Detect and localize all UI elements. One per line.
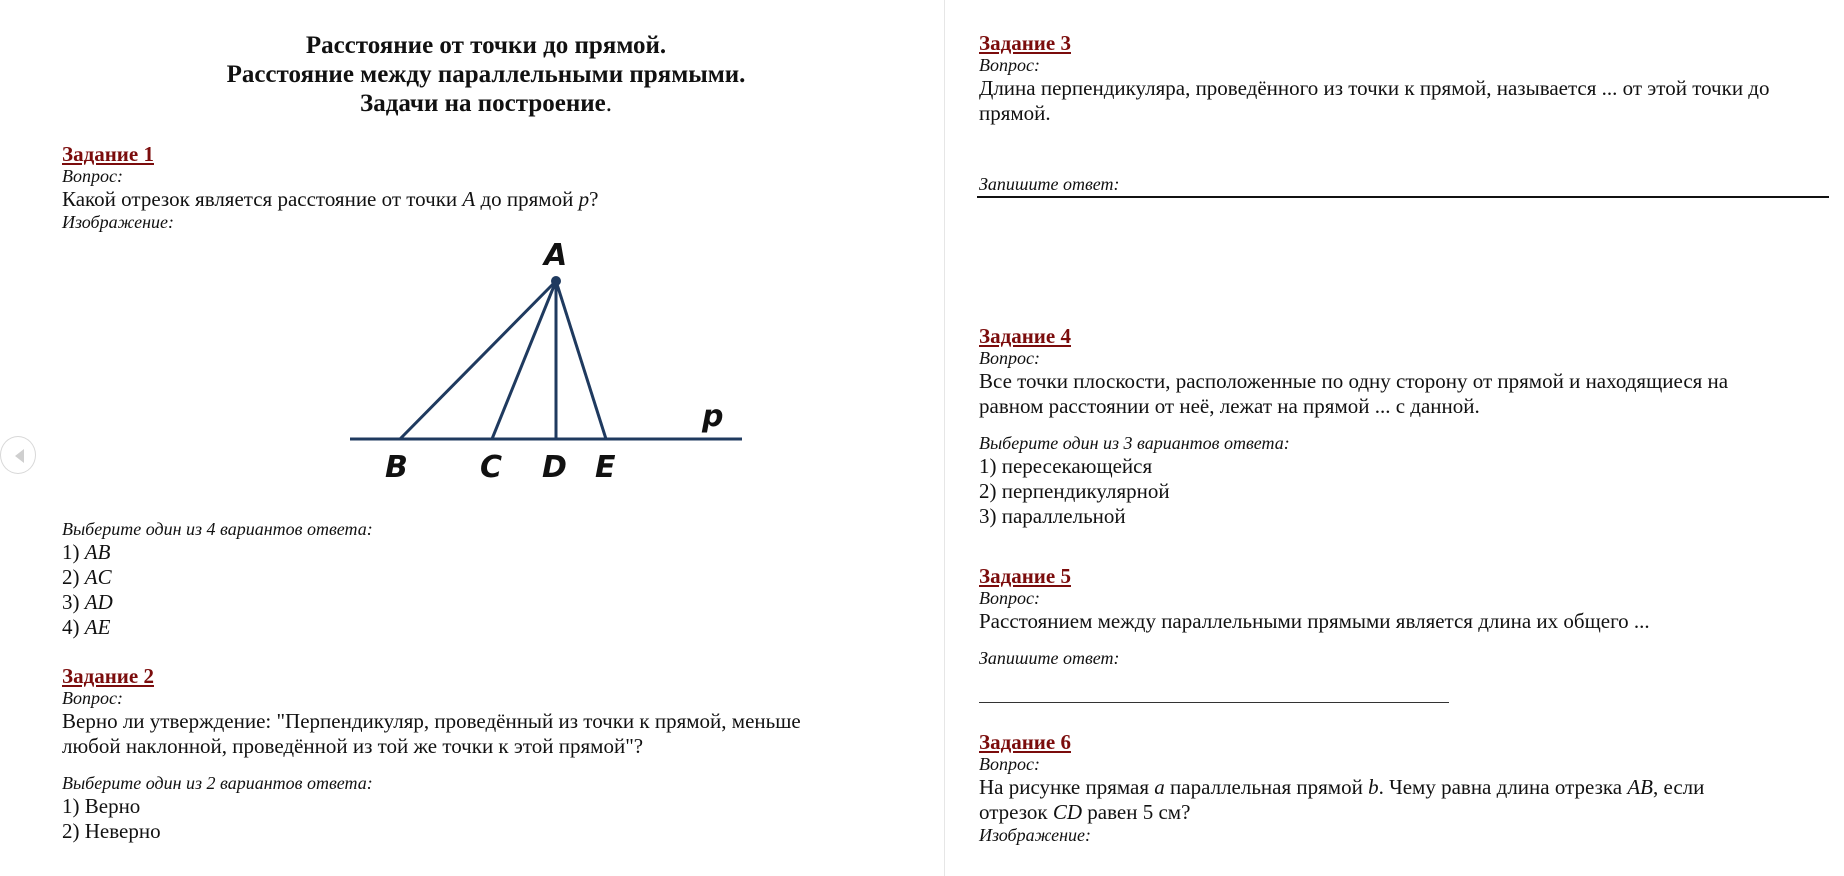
task-6-q-part2: параллельная прямой — [1164, 775, 1369, 799]
task-6-q-part3: . Чему равна длина отрезка — [1378, 775, 1628, 799]
task-1-question — [62, 187, 598, 212]
task-1-q-line: p — [578, 187, 590, 211]
option-number: 3) — [62, 590, 85, 614]
task-2-question-line-2: любой наклонной, проведённой из той же точки к этой прямой"? — [62, 734, 644, 758]
task-6-heading[interactable]: Задание 6 — [979, 730, 1071, 754]
task-1-option-3[interactable] — [62, 590, 373, 615]
title-line-3 — [62, 89, 910, 118]
task-1-answers — [62, 519, 373, 640]
option-number: 4) — [62, 615, 85, 639]
task-3-question-label: Вопрос: — [979, 55, 1040, 75]
task-4-option-2[interactable]: 2) перпендикулярной — [979, 479, 1170, 503]
option-value: AB — [84, 540, 111, 564]
task-2-question-label: Вопрос: — [62, 688, 123, 708]
label-d: D — [542, 450, 567, 485]
task-6-q-part1: На рисунке прямая — [979, 775, 1155, 799]
option-value: AD — [84, 590, 113, 614]
segment-ae — [556, 281, 606, 439]
task-4-heading[interactable]: Задание 4 — [979, 324, 1071, 348]
task-6-question-label: Вопрос: — [979, 754, 1040, 774]
task-1-image-label: Изображение: — [62, 212, 175, 232]
task-5-question-label: Вопрос: — [979, 588, 1040, 608]
task-5-heading[interactable]: Задание 5 — [979, 564, 1071, 588]
task-5-answer-field[interactable] — [979, 702, 1449, 703]
task-3-answer — [979, 174, 1120, 195]
task-4-option-1[interactable]: 1) пересекающейся — [979, 454, 1153, 478]
task-6-q-line2-part1: отрезок — [979, 800, 1053, 824]
task-2 — [62, 664, 801, 844]
prev-page-button[interactable] — [0, 436, 36, 474]
title-line-3-dot: . — [605, 90, 612, 117]
task-6-q-cd: CD — [1052, 800, 1083, 824]
option-value: AC — [84, 565, 112, 589]
task-4-choose-label: Выберите один из 3 вариантов ответа: — [979, 433, 1290, 453]
task-3-question-line-2: прямой. — [979, 101, 1051, 125]
task-2-heading[interactable]: Задание 2 — [62, 664, 154, 688]
task-4-question-line-1: Все точки плоскости, расположенные по одну сторону от прямой и находящиеся на — [979, 369, 1729, 393]
task-3-answer-field[interactable] — [977, 196, 1829, 198]
title-line-1: Расстояние от точки до прямой. — [305, 32, 667, 59]
task-1-heading[interactable]: Задание 1 — [62, 142, 154, 166]
option-value: AE — [84, 615, 111, 639]
task-1 — [62, 142, 598, 233]
task-6 — [979, 730, 1704, 846]
task-1-q-suffix: ? — [589, 187, 599, 211]
task-2-choose-label: Выберите один из 2 вариантов ответа: — [62, 773, 373, 793]
task-5 — [979, 564, 1650, 669]
task-4 — [979, 324, 1728, 529]
task-6-q-part4: , если — [1652, 775, 1705, 799]
task-1-figure — [272, 230, 752, 492]
task-6-q-line2-part2: равен 5 см? — [1082, 800, 1191, 824]
label-c: C — [480, 450, 503, 485]
task-5-write-answer-label: Запишите ответ: — [979, 648, 1120, 668]
task-5-question: Расстоянием между параллельными прямыми является длина их общего ... — [979, 609, 1650, 633]
task-6-q-a: a — [1154, 775, 1165, 799]
task-3-question-line-1: Длина перпендикуляра, проведённого из точки к прямой, называется ... от этой точки до — [979, 76, 1770, 100]
label-e: E — [595, 450, 616, 485]
label-p: p — [702, 399, 724, 434]
task-2-option-2[interactable]: 2) Неверно — [62, 819, 161, 843]
task-1-choose-label: Выберите один из 4 вариантов ответа: — [62, 519, 373, 539]
task-3-write-answer-label: Запишите ответ: — [979, 174, 1120, 194]
task-4-question-line-2: равном расстоянии от неё, лежат на прямой ... с данной. — [979, 394, 1480, 418]
option-number: 2) — [62, 565, 85, 589]
task-1-option-1[interactable] — [62, 540, 373, 565]
option-number: 1) — [62, 540, 85, 564]
task-1-option-4[interactable] — [62, 615, 373, 640]
task-6-q-ab: AB — [1627, 775, 1653, 799]
label-b: B — [385, 450, 408, 485]
label-a: A — [544, 238, 568, 273]
task-6-image-label: Изображение: — [979, 825, 1092, 845]
segment-ab — [400, 281, 556, 439]
chevron-left-icon — [15, 449, 24, 463]
column-divider — [944, 0, 945, 876]
title-line-3-text: Задачи на построение — [360, 90, 606, 117]
task-2-question-line-1: Верно ли утверждение: "Перпендикуляр, проведённый из точки к прямой, меньше — [62, 709, 801, 733]
task-2-option-1[interactable]: 1) Верно — [62, 794, 141, 818]
task-1-q-point: A — [462, 187, 476, 211]
task-6-question-line-1 — [979, 775, 1704, 800]
page-title — [62, 31, 910, 118]
segment-ac — [492, 281, 556, 439]
title-line-2: Расстояние между параллельными прямыми. — [226, 61, 746, 88]
task-1-q-mid: до прямой — [475, 187, 579, 211]
task-3 — [979, 31, 1770, 126]
task-6-q-b: b — [1368, 775, 1379, 799]
task-1-option-2[interactable] — [62, 565, 373, 590]
task-4-question-label: Вопрос: — [979, 348, 1040, 368]
point-a — [551, 276, 561, 286]
task-1-q-prefix: Какой отрезок является расстояние от точки — [62, 187, 463, 211]
task-6-question-line-2 — [979, 800, 1704, 825]
task-1-question-label: Вопрос: — [62, 166, 123, 186]
task-3-heading[interactable]: Задание 3 — [979, 31, 1071, 55]
task-4-option-3[interactable]: 3) параллельной — [979, 504, 1126, 528]
